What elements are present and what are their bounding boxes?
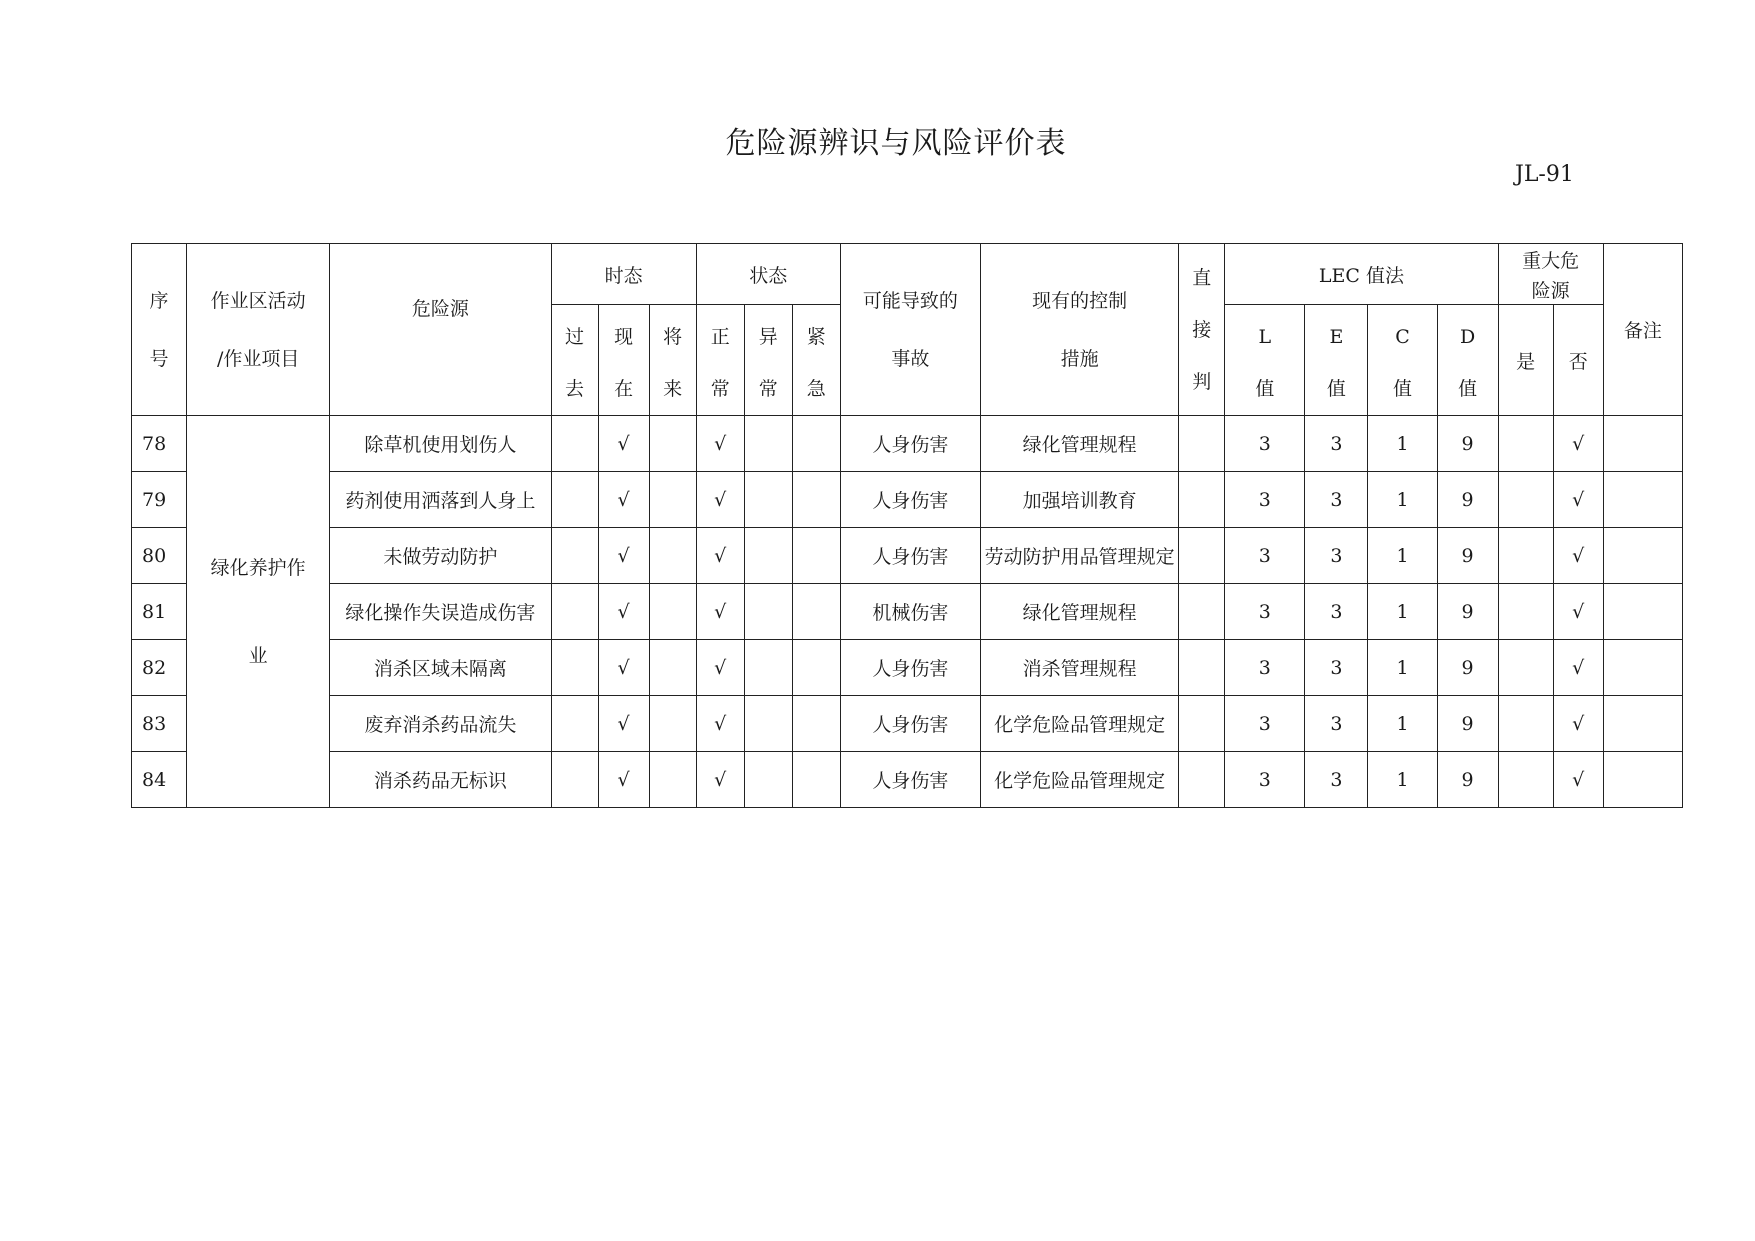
cell-l: 3 bbox=[1225, 752, 1305, 808]
cell-d: 9 bbox=[1437, 584, 1498, 640]
cell-control-text: 加强培训教育 bbox=[1022, 489, 1137, 512]
cell-emergency bbox=[792, 640, 840, 696]
header-state-normal-1: 正 bbox=[710, 326, 730, 348]
page-title: 危险源辨识与风险评价表 bbox=[725, 126, 1067, 161]
cell-control-text: 化学危险品管理规定 bbox=[994, 769, 1166, 792]
cell-direct bbox=[1179, 472, 1225, 528]
header-hazard bbox=[330, 244, 551, 416]
cell-emergency bbox=[792, 752, 840, 808]
cell-c: 1 bbox=[1368, 752, 1437, 808]
cell-major-no: √ bbox=[1553, 640, 1603, 696]
cell-accident: 人身伤害 bbox=[840, 472, 980, 528]
cell-l: 3 bbox=[1225, 584, 1305, 640]
cell-abnormal bbox=[744, 528, 792, 584]
header-remark: 备注 bbox=[1603, 244, 1682, 416]
cell-no: 83 bbox=[132, 696, 187, 752]
cell-no: 78 bbox=[132, 416, 187, 472]
cell-e: 3 bbox=[1305, 528, 1368, 584]
cell-no: 79 bbox=[132, 472, 187, 528]
cell-l: 3 bbox=[1225, 696, 1305, 752]
header-lec-d-2: 值 bbox=[1458, 378, 1478, 400]
activity-line2: 业 bbox=[248, 644, 268, 667]
header-accident-line2: 事故 bbox=[891, 347, 930, 370]
cell-major-yes bbox=[1498, 472, 1553, 528]
cell-past bbox=[551, 472, 598, 528]
cell-future bbox=[649, 752, 696, 808]
table-row bbox=[132, 584, 1683, 640]
cell-c: 1 bbox=[1368, 584, 1437, 640]
cell-direct bbox=[1179, 696, 1225, 752]
cell-normal: √ bbox=[696, 752, 744, 808]
table-row bbox=[132, 416, 1683, 472]
header-state-normal-2: 常 bbox=[710, 378, 730, 400]
header-lec-l-2: 值 bbox=[1255, 378, 1275, 400]
header-tense: 时态 bbox=[551, 244, 696, 305]
cell-accident: 人身伤害 bbox=[840, 696, 980, 752]
cell-major-yes bbox=[1498, 696, 1553, 752]
cell-normal: √ bbox=[696, 528, 744, 584]
header-state-abnormal bbox=[744, 305, 792, 416]
cell-remark bbox=[1603, 640, 1682, 696]
header-lec-l-1: L bbox=[1258, 326, 1272, 348]
cell-major-yes bbox=[1498, 640, 1553, 696]
cell-remark bbox=[1603, 472, 1682, 528]
cell-hazard bbox=[330, 472, 551, 528]
header-major bbox=[1498, 244, 1603, 305]
cell-hazard-text: 绿化操作失误造成伤害 bbox=[345, 601, 536, 624]
cell-l: 3 bbox=[1225, 528, 1305, 584]
header-tense-future-1: 将 bbox=[663, 326, 683, 348]
header-tense-future-2: 来 bbox=[663, 378, 683, 400]
cell-c: 1 bbox=[1368, 696, 1437, 752]
cell-hazard-text: 消杀药品无标识 bbox=[373, 769, 507, 792]
header-control-line1: 现有的控制 bbox=[1032, 289, 1128, 312]
cell-major-no: √ bbox=[1553, 528, 1603, 584]
cell-abnormal bbox=[744, 416, 792, 472]
cell-activity-merged bbox=[187, 416, 330, 808]
cell-no: 82 bbox=[132, 640, 187, 696]
cell-now: √ bbox=[598, 640, 649, 696]
cell-past bbox=[551, 528, 598, 584]
cell-normal: √ bbox=[696, 416, 744, 472]
cell-abnormal bbox=[744, 472, 792, 528]
table-row bbox=[132, 528, 1683, 584]
cell-normal: √ bbox=[696, 640, 744, 696]
header-major-label: 重大危险源 bbox=[1522, 250, 1580, 302]
cell-e: 3 bbox=[1305, 472, 1368, 528]
cell-c: 1 bbox=[1368, 416, 1437, 472]
header-lec-c-1: C bbox=[1395, 326, 1410, 348]
cell-accident: 人身伤害 bbox=[840, 752, 980, 808]
cell-abnormal bbox=[744, 640, 792, 696]
cell-hazard bbox=[330, 640, 551, 696]
cell-major-yes bbox=[1498, 584, 1553, 640]
cell-hazard-text: 除草机使用划伤人 bbox=[364, 433, 517, 456]
cell-emergency bbox=[792, 528, 840, 584]
header-tense-now-1: 现 bbox=[614, 326, 634, 348]
cell-remark bbox=[1603, 528, 1682, 584]
document-number: JL-91 bbox=[1515, 162, 1574, 187]
activity-line1: 绿化养护作 bbox=[210, 556, 306, 579]
cell-abnormal bbox=[744, 752, 792, 808]
cell-remark bbox=[1603, 584, 1682, 640]
header-lec-d bbox=[1437, 305, 1498, 416]
cell-accident: 人身伤害 bbox=[840, 416, 980, 472]
header-state: 状态 bbox=[696, 244, 840, 305]
cell-d: 9 bbox=[1437, 752, 1498, 808]
header-major-yes: 是 bbox=[1498, 305, 1553, 416]
cell-hazard bbox=[330, 584, 551, 640]
cell-hazard bbox=[330, 696, 551, 752]
header-direct-line2: 接 bbox=[1192, 318, 1212, 341]
cell-emergency bbox=[792, 416, 840, 472]
header-tense-past-2: 去 bbox=[565, 378, 585, 400]
cell-c: 1 bbox=[1368, 640, 1437, 696]
cell-normal: √ bbox=[696, 584, 744, 640]
cell-control-text: 劳动防护用品管理规定 bbox=[984, 545, 1175, 568]
cell-major-yes bbox=[1498, 528, 1553, 584]
cell-normal: √ bbox=[696, 696, 744, 752]
cell-hazard-text: 未做劳动防护 bbox=[383, 545, 498, 568]
header-activity-line2: /作业项目 bbox=[216, 347, 300, 370]
cell-remark bbox=[1603, 752, 1682, 808]
cell-direct bbox=[1179, 528, 1225, 584]
cell-major-no: √ bbox=[1553, 416, 1603, 472]
header-seq bbox=[132, 244, 187, 416]
cell-hazard-text: 消杀区域未隔离 bbox=[373, 657, 507, 680]
table-row bbox=[132, 472, 1683, 528]
cell-no: 81 bbox=[132, 584, 187, 640]
cell-now: √ bbox=[598, 416, 649, 472]
cell-direct bbox=[1179, 416, 1225, 472]
cell-control bbox=[981, 640, 1179, 696]
cell-e: 3 bbox=[1305, 752, 1368, 808]
cell-c: 1 bbox=[1368, 528, 1437, 584]
header-lec: LEC 值法 bbox=[1225, 244, 1498, 305]
header-seq-line2: 号 bbox=[149, 347, 169, 370]
header-state-abnormal-1: 异 bbox=[758, 326, 778, 348]
cell-accident: 机械伤害 bbox=[840, 584, 980, 640]
cell-abnormal bbox=[744, 696, 792, 752]
cell-direct bbox=[1179, 584, 1225, 640]
cell-d: 9 bbox=[1437, 472, 1498, 528]
header-state-normal bbox=[696, 305, 744, 416]
cell-c: 1 bbox=[1368, 472, 1437, 528]
cell-direct bbox=[1179, 752, 1225, 808]
header-direct-line1: 直 bbox=[1192, 266, 1212, 289]
cell-now: √ bbox=[598, 752, 649, 808]
cell-control-text: 绿化管理规程 bbox=[1022, 601, 1137, 624]
header-tense-past-1: 过 bbox=[565, 326, 585, 348]
cell-d: 9 bbox=[1437, 416, 1498, 472]
cell-direct bbox=[1179, 640, 1225, 696]
cell-accident: 人身伤害 bbox=[840, 640, 980, 696]
cell-remark bbox=[1603, 416, 1682, 472]
cell-major-no: √ bbox=[1553, 584, 1603, 640]
cell-e: 3 bbox=[1305, 416, 1368, 472]
header-tense-past bbox=[551, 305, 598, 416]
cell-hazard-text: 废弃消杀药品流失 bbox=[364, 713, 517, 736]
header-control bbox=[981, 244, 1179, 416]
cell-now: √ bbox=[598, 472, 649, 528]
cell-major-no: √ bbox=[1553, 752, 1603, 808]
cell-future bbox=[649, 640, 696, 696]
cell-future bbox=[649, 696, 696, 752]
cell-future bbox=[649, 584, 696, 640]
header-lec-c bbox=[1368, 305, 1437, 416]
cell-future bbox=[649, 528, 696, 584]
cell-now: √ bbox=[598, 696, 649, 752]
header-lec-c-2: 值 bbox=[1392, 378, 1412, 400]
cell-control bbox=[981, 752, 1179, 808]
cell-control-text: 绿化管理规程 bbox=[1022, 433, 1137, 456]
header-direct-line3: 判 bbox=[1192, 370, 1212, 393]
header-state-emergency-2: 急 bbox=[806, 378, 826, 400]
cell-e: 3 bbox=[1305, 584, 1368, 640]
cell-e: 3 bbox=[1305, 696, 1368, 752]
header-state-emergency-1: 紧 bbox=[806, 326, 826, 348]
cell-future bbox=[649, 416, 696, 472]
cell-e: 3 bbox=[1305, 640, 1368, 696]
cell-control bbox=[981, 472, 1179, 528]
header-activity-line1: 作业区活动 bbox=[210, 289, 306, 312]
cell-normal: √ bbox=[696, 472, 744, 528]
cell-control bbox=[981, 416, 1179, 472]
cell-past bbox=[551, 416, 598, 472]
cell-major-no: √ bbox=[1553, 696, 1603, 752]
cell-past bbox=[551, 584, 598, 640]
cell-past bbox=[551, 696, 598, 752]
cell-d: 9 bbox=[1437, 640, 1498, 696]
cell-l: 3 bbox=[1225, 472, 1305, 528]
header-accident-line1: 可能导致的 bbox=[862, 289, 958, 312]
table-row bbox=[132, 752, 1683, 808]
cell-d: 9 bbox=[1437, 696, 1498, 752]
hazard-risk-table bbox=[131, 243, 1683, 808]
cell-emergency bbox=[792, 584, 840, 640]
cell-hazard-text: 药剂使用洒落到人身上 bbox=[345, 489, 536, 512]
cell-hazard bbox=[330, 752, 551, 808]
cell-l: 3 bbox=[1225, 416, 1305, 472]
header-major-no: 否 bbox=[1553, 305, 1603, 416]
header-tense-future bbox=[649, 305, 696, 416]
cell-control bbox=[981, 584, 1179, 640]
cell-now: √ bbox=[598, 584, 649, 640]
cell-past bbox=[551, 640, 598, 696]
header-seq-line1: 序 bbox=[149, 289, 169, 312]
cell-control-text: 化学危险品管理规定 bbox=[994, 713, 1166, 736]
header-lec-e-2: 值 bbox=[1326, 378, 1346, 400]
header-lec-d-1: D bbox=[1459, 326, 1476, 348]
header-lec-e bbox=[1305, 305, 1368, 416]
cell-d: 9 bbox=[1437, 528, 1498, 584]
cell-emergency bbox=[792, 472, 840, 528]
header-direct bbox=[1179, 244, 1225, 416]
cell-major-yes bbox=[1498, 416, 1553, 472]
cell-major-no: √ bbox=[1553, 472, 1603, 528]
header-tense-now-2: 在 bbox=[614, 378, 634, 400]
cell-control bbox=[981, 528, 1179, 584]
cell-accident: 人身伤害 bbox=[840, 528, 980, 584]
cell-no: 84 bbox=[132, 752, 187, 808]
cell-emergency bbox=[792, 696, 840, 752]
header-state-emergency bbox=[792, 305, 840, 416]
header-state-abnormal-2: 常 bbox=[758, 378, 778, 400]
cell-major-yes bbox=[1498, 752, 1553, 808]
cell-hazard bbox=[330, 528, 551, 584]
table-row bbox=[132, 640, 1683, 696]
cell-future bbox=[649, 472, 696, 528]
cell-control-text: 消杀管理规程 bbox=[1022, 657, 1137, 680]
cell-no: 80 bbox=[132, 528, 187, 584]
cell-abnormal bbox=[744, 584, 792, 640]
header-tense-now bbox=[598, 305, 649, 416]
header-control-line2: 措施 bbox=[1060, 347, 1099, 370]
table-row bbox=[132, 696, 1683, 752]
cell-l: 3 bbox=[1225, 640, 1305, 696]
header-activity bbox=[187, 244, 330, 416]
header-hazard-label: 危险源 bbox=[411, 298, 469, 320]
cell-control bbox=[981, 696, 1179, 752]
header-lec-e-1: E bbox=[1329, 326, 1344, 348]
header-accident bbox=[840, 244, 980, 416]
cell-now: √ bbox=[598, 528, 649, 584]
header-lec-l bbox=[1225, 305, 1305, 416]
cell-remark bbox=[1603, 696, 1682, 752]
cell-hazard bbox=[330, 416, 551, 472]
cell-past bbox=[551, 752, 598, 808]
